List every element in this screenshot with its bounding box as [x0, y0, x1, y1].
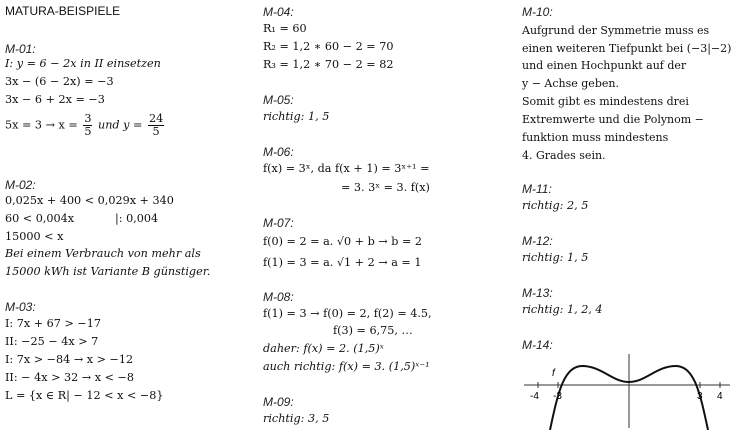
- m07-line-2: f(1) = 3 = a. √1 + 2 → a = 1: [263, 256, 422, 269]
- m05-label: M-05:: [263, 93, 294, 107]
- m03-label: M-03:: [5, 300, 36, 314]
- m07-line-1: f(0) = 2 = a. √0 + b → b = 2: [263, 235, 423, 248]
- m04-line-2: R₂ = 1,2 ∗ 60 − 2 = 70: [263, 40, 394, 53]
- m02-line-3: 15000 < x: [5, 230, 64, 243]
- fraction-x-denominator: 5: [84, 125, 92, 138]
- m11-label: M-11:: [522, 182, 552, 196]
- m12-line-1: richtig: 1, 5: [522, 251, 589, 264]
- tick-label-3: 3: [697, 391, 703, 402]
- m01-line-2: 3x − (6 − 2x) = −3: [5, 75, 114, 88]
- m14-function-graph: [522, 352, 734, 430]
- m01-label: M-01:: [5, 42, 36, 56]
- m01-line-4b: und y =: [98, 118, 143, 132]
- m06-label: M-06:: [263, 145, 294, 159]
- page-title: MATURA-BEISPIELE: [5, 4, 121, 18]
- m10-line-3: und einen Hochpunkt auf der: [522, 59, 687, 72]
- m01-line-3: 3x − 6 + 2x = −3: [5, 93, 105, 106]
- m08-line-4: auch richtig: f(x) = 3. (1,5)ˣ⁻¹: [263, 360, 430, 373]
- m08-line-1: f(1) = 3 → f(0) = 2, f(2) = 4.5,: [263, 307, 432, 320]
- m07-label: M-07:: [263, 216, 294, 230]
- tick-label-4: 4: [717, 391, 723, 402]
- m11-line-1: richtig: 2, 5: [522, 199, 589, 212]
- m04-label: M-04:: [263, 5, 294, 19]
- m03-line-2: II: −25 − 4x > 7: [5, 335, 99, 348]
- m10-line-6: Extremwerte und die Polynom −: [522, 113, 704, 126]
- fraction-x-numerator: 3: [84, 112, 92, 125]
- m03-line-3: I: 7x > −84 → x > −12: [5, 353, 134, 366]
- fraction-y-denominator: 5: [152, 125, 160, 138]
- m03-line-5: L = {x ∈ R| − 12 < x < −8}: [5, 389, 164, 402]
- m04-line-1: R₁ = 60: [263, 22, 307, 35]
- m08-line-3: daher: f(x) = 2. (1,5)ˣ: [263, 342, 384, 355]
- m10-label: M-10:: [522, 5, 553, 19]
- m10-line-7: funktion muss mindestens: [522, 131, 669, 144]
- m10-line-5: Somit gibt es mindestens drei: [522, 95, 689, 108]
- m02-label: M-02:: [5, 178, 36, 192]
- m13-label: M-13:: [522, 286, 553, 300]
- m09-line-1: richtig: 3, 5: [263, 412, 330, 425]
- m12-label: M-12:: [522, 234, 553, 248]
- m01-line-4a: 5x = 3 → x =: [5, 118, 78, 132]
- m09-label: M-09:: [263, 395, 294, 409]
- fraction-x: [83, 113, 92, 138]
- m08-line-2: f(3) = 6,75, …: [333, 324, 413, 337]
- m02-line-2a: 60 < 0,004x: [5, 212, 75, 225]
- tick-label-neg4: -4: [530, 391, 539, 402]
- m10-line-2: einen weiteren Tiefpunkt bei (−3|−2): [522, 42, 732, 55]
- m01-line-4: [5, 113, 166, 138]
- fraction-y-numerator: 24: [148, 112, 164, 125]
- m08-label: M-08:: [263, 290, 294, 304]
- m04-line-3: R₃ = 1,2 ∗ 70 − 2 = 82: [263, 58, 394, 71]
- tick-label-neg3: -3: [553, 391, 562, 402]
- m10-line-8: 4. Grades sein.: [522, 149, 606, 162]
- fraction-y: [148, 113, 164, 138]
- m14-label: M-14:: [522, 338, 553, 352]
- m10-line-1: Aufgrund der Symmetrie muss es: [522, 24, 710, 37]
- m06-line-2: = 3. 3ˣ = 3. f(x): [341, 181, 430, 194]
- function-label: f: [552, 368, 555, 379]
- m02-line-2b: |: 0,004: [115, 212, 159, 225]
- m03-line-1: I: 7x + 67 > −17: [5, 317, 101, 330]
- m10-line-4: y − Achse geben.: [522, 77, 619, 90]
- m01-line-1: I: y = 6 − 2x in II einsetzen: [5, 57, 161, 70]
- m02-line-5: 15000 kWh ist Variante B günstiger.: [5, 265, 211, 278]
- m06-line-1: f(x) = 3ˣ, da f(x + 1) = 3ˣ⁺¹ =: [263, 162, 430, 175]
- m02-line-1: 0,025x + 400 < 0,029x + 340: [5, 194, 174, 207]
- m03-line-4: II: − 4x > 32 → x < −8: [5, 371, 135, 384]
- m13-line-1: richtig: 1, 2, 4: [522, 303, 603, 316]
- m02-line-4: Bei einem Verbrauch von mehr als: [5, 247, 201, 260]
- m05-line-1: richtig: 1, 5: [263, 110, 330, 123]
